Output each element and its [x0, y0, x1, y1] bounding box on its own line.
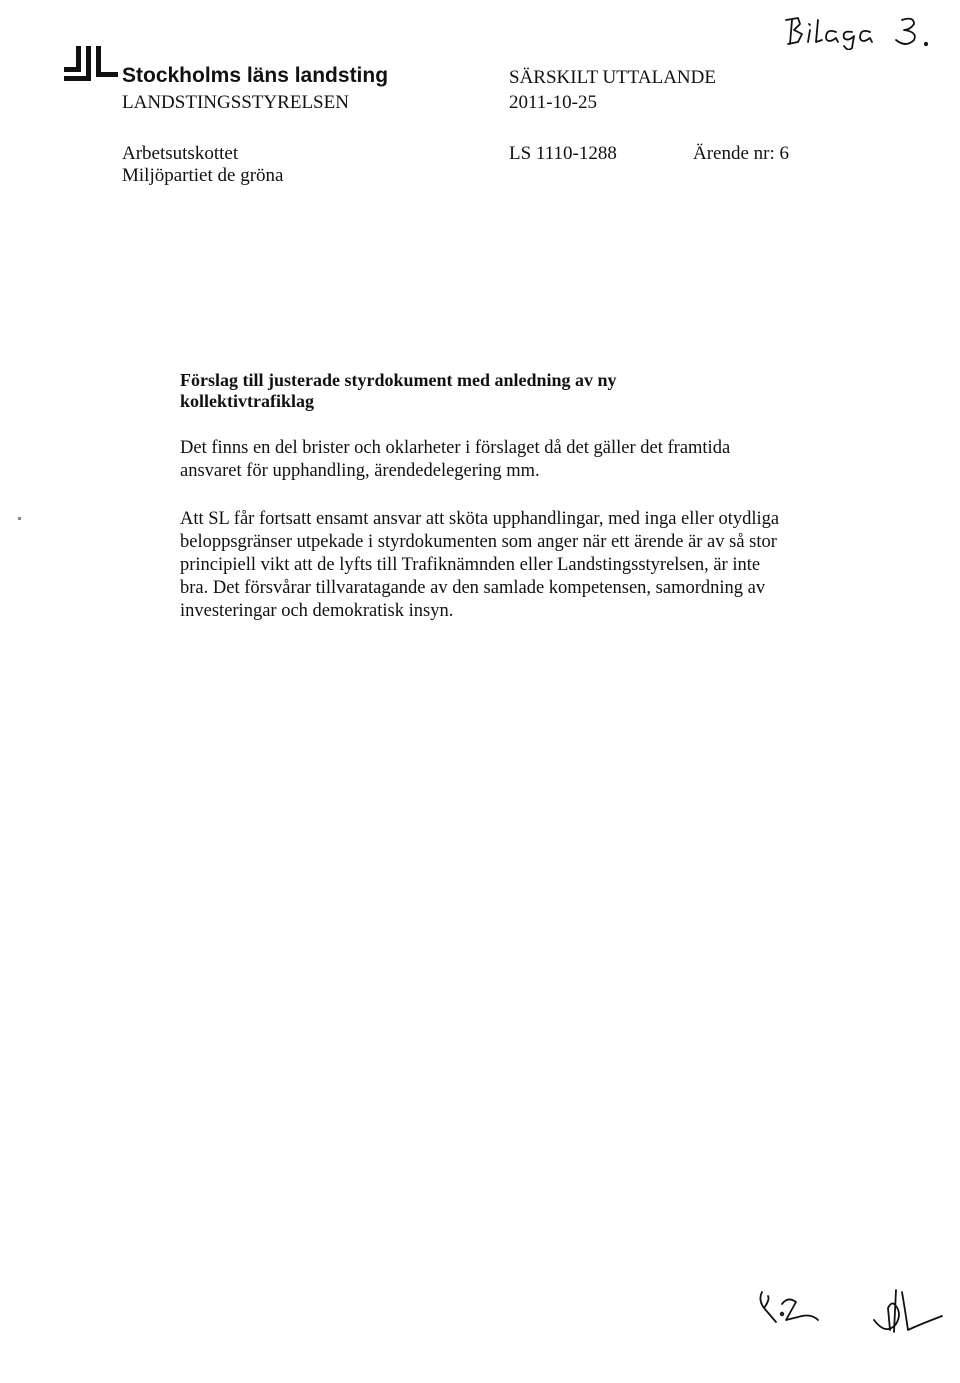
document-type: SÄRSKILT UTTALANDE: [509, 67, 716, 88]
committee-name: Arbetsutskottet: [122, 143, 239, 164]
statement-title: Förslag till justerade styrdokument med anledning av ny kollektivtrafiklag: [180, 370, 617, 411]
organization-name: Stockholms läns landsting: [122, 64, 389, 87]
body-paragraph-2: Att SL får fortsatt ensamt ansvar att sköta upphandlingar, med inga eller otydliga beloppsgränser utpekade i styrdokumenten som anger när ett ärende är av så stor principiell vikt att de lyfts till Trafiknämnden eller Landstingsstyrelsen, är inte bra. Det försvårar tillvaratagande av den samlade kompetensen, samordning av investeringar och demokratisk insyn.: [180, 509, 780, 621]
case-number: LS 1110-1288: [509, 143, 617, 164]
party-name: Miljöpartiet de gröna: [122, 165, 284, 186]
document-date: 2011-10-25: [509, 92, 597, 113]
scan-speck: [18, 517, 21, 520]
body-paragraph-1: Det finns en del brister och oklarheter i förslaget då det gäller det framtida ansvaret för upphandling, ärendedelegering mm.: [180, 438, 731, 481]
organization-department: LANDSTINGSSTYRELSEN: [122, 92, 349, 113]
sll-logo-icon: [62, 44, 120, 84]
handwritten-signatures: [756, 1280, 956, 1360]
agenda-item-number: Ärende nr: 6: [693, 143, 790, 164]
handwritten-attachment-note: [778, 12, 958, 50]
